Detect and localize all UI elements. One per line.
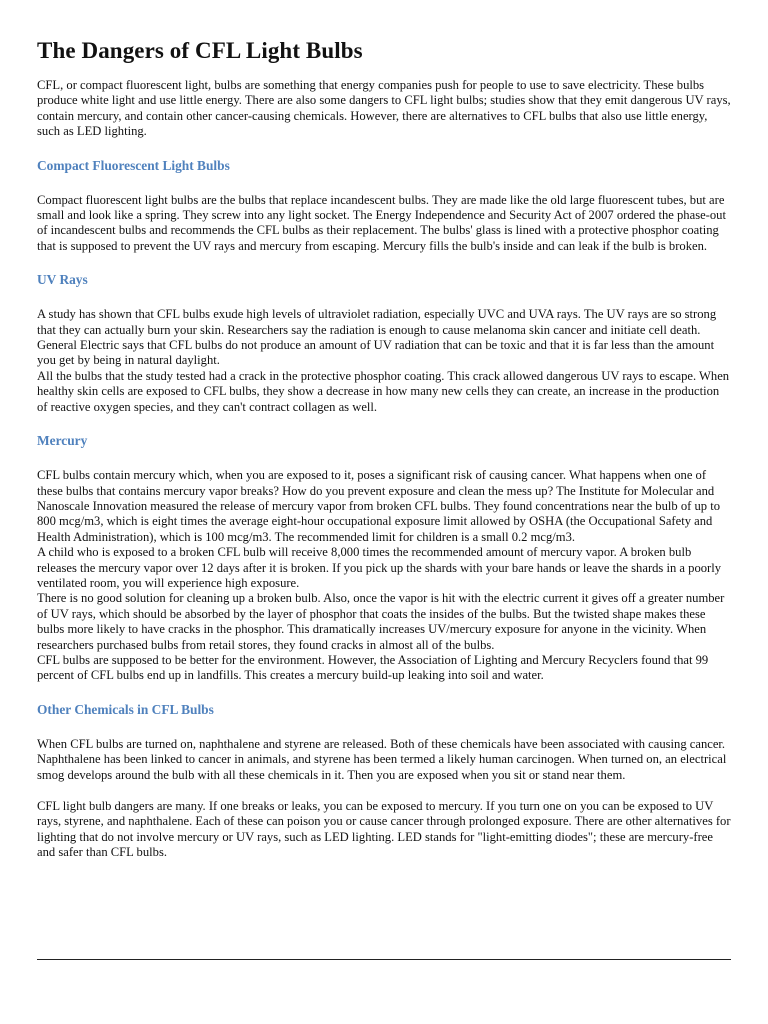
- section-paragraph: CFL bulbs contain mercury which, when you are exposed to it, poses a significant risk of causing cancer. What happens when one of these bulbs that contains mercury vapor breaks? How do you prevent exposure and clean the mess up? The Institute for Molecular and Nanoscale Innovation measured the release of mercury vapor from broken CFL bulbs. They found concentrations near the bulb of up to 800 mcg/m3, which is eight times the average eight-hour occupational exposure limit allowed by OSHA (the Occupational Safety and Health Administration), which is 100 mcg/m3. The recommended limit for children is a small 0.2 mcg/m3.: [37, 468, 721, 544]
- section-heading-other-chemicals: Other Chemicals in CFL Bulbs: [37, 701, 214, 717]
- page-title: The Dangers of CFL Light Bulbs: [37, 38, 363, 63]
- section-paragraph: Compact fluorescent light bulbs are the bulbs that replace incandescent bulbs. They are made like the old large fluorescent tubes, but are small and look like a spring. They screw into any light socket. The Energy Independence and Security Act of 2007 ordered the phase-out of incandescent bulbs and recommends the CFL bulbs as their replacement. The bulbs' glass is lined with a protective phosphor coating that is supposed to prevent the UV rays and mercury from escaping. Mercury fills the bulb's inside and can leak if the bulb is broken.: [37, 192, 726, 253]
- section-heading-uv-rays: UV Rays: [37, 272, 88, 288]
- section-paragraph: A study has shown that CFL bulbs exude high levels of ultraviolet radiation, especially UVC and UVA rays. The UV rays are so strong that they can actually burn your skin. Researchers say the radiation is enough to cause melanoma skin cancer and initiate cell death. General Electric says that CFL bulbs do not produce an amount of UV radiation that can be toxic and that it is far less than the amount you get by being in natural daylight.: [37, 307, 717, 368]
- intro-paragraph: CFL, or compact fluorescent light, bulbs are something that energy companies push for people to use to save electricity. These bulbs produce white light and use little energy. There are also some dangers to CFL light bulbs; studies show that they emit dangerous UV rays, contain mercury, and contain other cancer-causing chemicals. However, there are alternatives to CFL bulbs that also use little energy, such as LED lighting.: [37, 78, 731, 139]
- footer-divider: [37, 959, 731, 960]
- conclusion-paragraph: CFL light bulb dangers are many. If one breaks or leaks, you can be exposed to mercury. If you turn one on you can be exposed to UV rays, styrene, and naphthalene. Each of these can poison you or cause cancer through prolonged exposure. There are other alternatives for lighting that do not involve mercury or UV rays, such as LED lighting. LED stands for "light-emitting diodes"; these are mercury-free and safer than CFL bulbs.: [37, 799, 731, 860]
- section-paragraph: All the bulbs that the study tested had a crack in the protective phosphor coating. This crack allowed dangerous UV rays to escape. When healthy skin cells are exposed to CFL bulbs, they show a decrease in how many new cells they can create, an increase in the production of reactive oxygen species, and they can't contract collagen as well.: [37, 368, 730, 414]
- section-heading-mercury: Mercury: [37, 433, 88, 449]
- section-paragraph: When CFL bulbs are turned on, naphthalene and styrene are released. Both of these chemicals have been associated with causing cancer. Naphthalene has been linked to cancer in animals, and styrene has been termed a likely human carcinogen. When turned on, an electrical smog develops around the bulb with all these chemicals in it. Then you are exposed when you sit or stand near them.: [37, 736, 727, 782]
- section-heading-cfl: Compact Fluorescent Light Bulbs: [37, 157, 230, 173]
- section-paragraph: CFL bulbs are supposed to be better for the environment. However, the Association of Lighting and Mercury Recyclers found that 99 percent of CFL bulbs end up in landfills. This creates a mercury build-up leaking into soil and water.: [37, 652, 709, 683]
- section-paragraph: There is no good solution for cleaning up a broken bulb. Also, once the vapor is hit with the electric current it gives off a greater number of UV rays, which should be absorbed by the layer of phosphor that coats the insides of the bulbs. But the twisted shape makes these bulbs more likely to have cracks in the phosphor. This dramatically increases UV/mercury exposure for anyone in the vicinity. When researchers purchased bulbs from retail stores, they found cracks in almost all of the bulbs.: [37, 591, 725, 652]
- section-paragraph: A child who is exposed to a broken CFL bulb will receive 8,000 times the recommended amount of mercury vapor. A broken bulb releases the mercury vapor over 12 days after it is broken. If you pick up the shards with your bare hands or leave the shards in a poorly ventilated room, you will experience high exposure.: [37, 545, 722, 590]
